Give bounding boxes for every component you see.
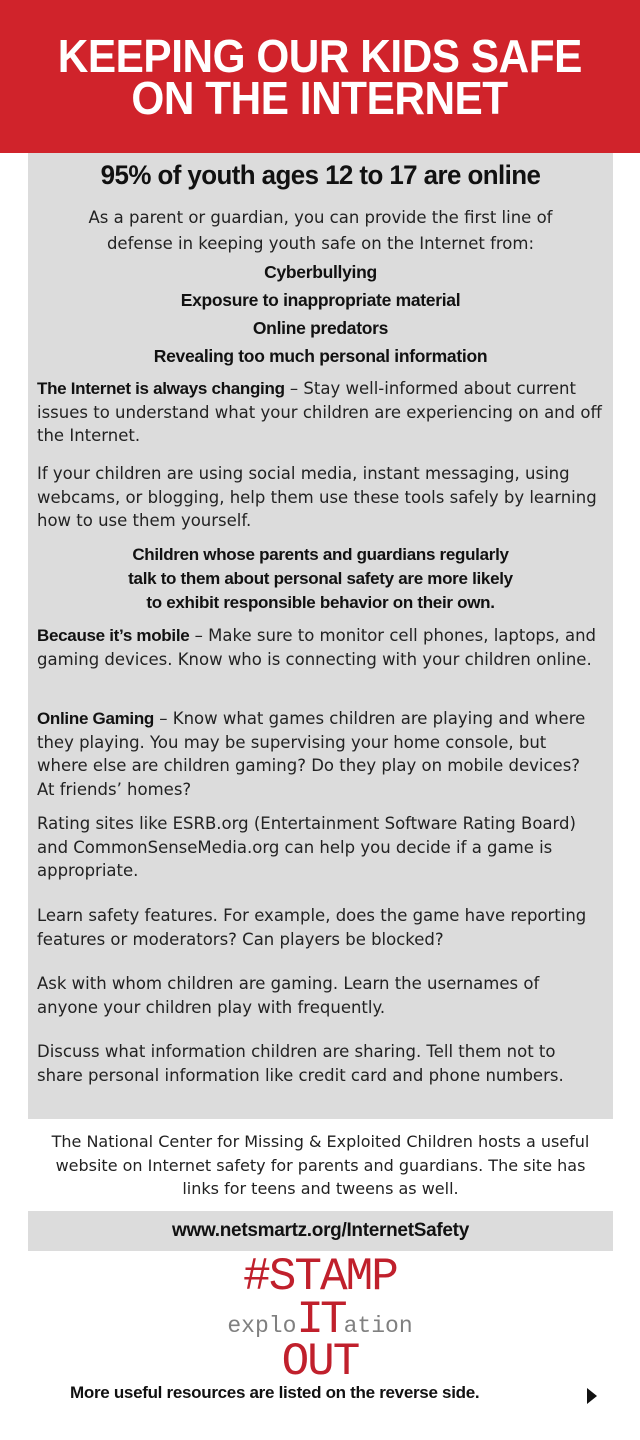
ncmec-text: The National Center for Missing & Exploited Children hosts a useful website on Internet safety for parents and guardians. The site has links for teens and tweens as well. [51,1132,590,1198]
url-bar[interactable] [28,1211,613,1251]
title-banner [0,0,640,153]
section-discuss-sharing: Discuss what information children are sharing. Tell them not to share personal information like credit card and phone numbers. [37,1042,564,1085]
callout-line: talk to them about personal safety are more likely [128,569,513,588]
risk-item: Cyberbullying [264,262,377,282]
netsmartz-link[interactable]: www.netsmartz.org/InternetSafety [172,1220,469,1241]
stamp-it-out-logo [150,1251,490,1388]
play-arrow-icon[interactable] [587,1388,597,1404]
section-text: – Stay well-informed about current issues to understand what your children are experiencing on and off the Internet. [37,379,602,445]
callout-line: Children whose parents and guardians regularly [132,545,509,564]
section-heading: Because it’s mobile [37,626,190,645]
intro-text: As a parent or guardian, you can provide the first line of defense in keeping youth safe on the Internet from: [88,208,553,253]
title-line-2: ON THE INTERNET [131,71,509,124]
callout-line: to exhibit responsible behavior on their own. [146,593,495,612]
logo-it: IT [296,1294,344,1346]
section-text: – Know what games children are playing and where they playing. You may be supervising your home console, but where else are children gaming? Do they play on mobile devices? At friends’ homes? [37,709,586,799]
section-ask-whom: Ask with whom children are gaming. Learn the usernames of anyone your children play with frequently. [37,974,540,1017]
headline: 95% of youth ages 12 to 17 are online [100,160,541,190]
logo-line-out: OUT [281,1336,359,1388]
logo-line-exploitation [150,1294,490,1346]
logo-explo: explo [227,1313,297,1339]
section-online-gaming [37,707,602,801]
logo-ation: ation [343,1313,413,1339]
risk-item: Revealing too much personal information [153,346,488,366]
footer-text: More useful resources are listed on the reverse side. [70,1383,480,1402]
section-safety-features: Learn safety features. For example, does the game have reporting features or moderators? Can players be blocked? [37,906,587,949]
title-line-1: KEEPING OUR KIDS SAFE [57,29,583,82]
section-ratings: Rating sites like ESRB.org (Entertainment Software Rating Board) and CommonSenseMedia.org can help you decide if a game is appropriate. [37,814,576,880]
section-mobile [37,624,602,671]
risk-list [28,258,613,370]
risk-item: Online predators [252,318,389,338]
section-internet-changing [37,377,602,448]
callout-text [28,543,613,615]
section-heading: The Internet is always changing [37,379,285,398]
logo-line-stamp: #STAMP [243,1251,397,1303]
section-social-media: If your children are using social media, instant messaging, using webcams, or blogging, help them use these tools safely by learning how to use them yourself. [37,464,597,530]
section-text: – Make sure to monitor cell phones, laptops, and gaming devices. Know who is connecting with your children online. [37,626,597,669]
risk-item: Exposure to inappropriate material [180,290,461,310]
section-heading: Online Gaming [37,709,155,728]
